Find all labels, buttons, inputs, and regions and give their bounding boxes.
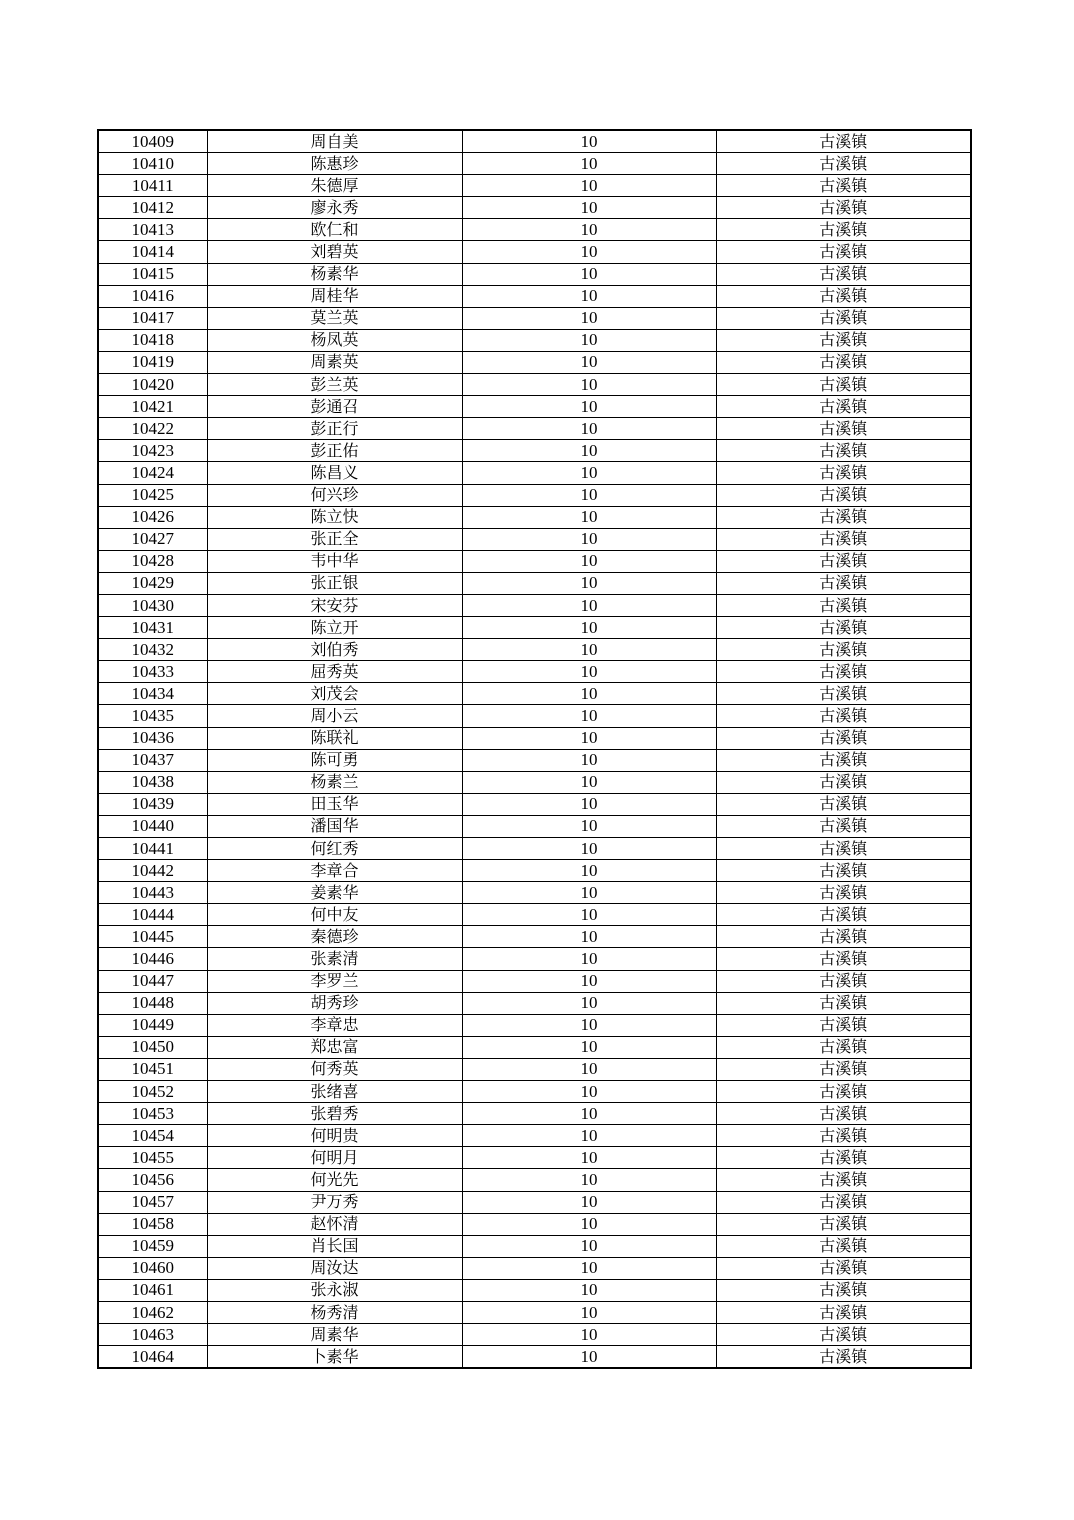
amount-cell: 10 xyxy=(462,661,716,683)
town-cell: 古溪镇 xyxy=(716,594,971,616)
id-cell: 10419 xyxy=(98,351,207,373)
name-cell: 张永淑 xyxy=(207,1279,462,1301)
amount-cell: 10 xyxy=(462,815,716,837)
table-row xyxy=(98,749,971,771)
amount-cell: 10 xyxy=(462,1103,716,1125)
table-row xyxy=(98,130,971,153)
id-cell: 10464 xyxy=(98,1346,207,1369)
id-cell: 10426 xyxy=(98,506,207,528)
roster-table-body xyxy=(98,130,971,1368)
table-row xyxy=(98,329,971,351)
table-row xyxy=(98,793,971,815)
id-cell: 10427 xyxy=(98,528,207,550)
table-row xyxy=(98,197,971,219)
amount-cell: 10 xyxy=(462,838,716,860)
amount-cell: 10 xyxy=(462,705,716,727)
amount-cell: 10 xyxy=(462,418,716,440)
id-cell: 10411 xyxy=(98,175,207,197)
table-row xyxy=(98,418,971,440)
id-cell: 10413 xyxy=(98,219,207,241)
town-cell: 古溪镇 xyxy=(716,793,971,815)
amount-cell: 10 xyxy=(462,396,716,418)
id-cell: 10420 xyxy=(98,374,207,396)
town-cell: 古溪镇 xyxy=(716,639,971,661)
amount-cell: 10 xyxy=(462,329,716,351)
table-row xyxy=(98,153,971,175)
town-cell: 古溪镇 xyxy=(716,1169,971,1191)
id-cell: 10452 xyxy=(98,1081,207,1103)
name-cell: 姜素华 xyxy=(207,882,462,904)
name-cell: 张素清 xyxy=(207,948,462,970)
id-cell: 10462 xyxy=(98,1301,207,1323)
table-row xyxy=(98,374,971,396)
name-cell: 欧仁和 xyxy=(207,219,462,241)
name-cell: 郑忠富 xyxy=(207,1036,462,1058)
town-cell: 古溪镇 xyxy=(716,285,971,307)
amount-cell: 10 xyxy=(462,1058,716,1080)
table-row xyxy=(98,1301,971,1323)
amount-cell: 10 xyxy=(462,175,716,197)
name-cell: 宋安芬 xyxy=(207,594,462,616)
table-row xyxy=(98,1081,971,1103)
name-cell: 莫兰英 xyxy=(207,307,462,329)
table-row xyxy=(98,970,971,992)
table-row xyxy=(98,550,971,572)
amount-cell: 10 xyxy=(462,860,716,882)
id-cell: 10456 xyxy=(98,1169,207,1191)
id-cell: 10431 xyxy=(98,617,207,639)
name-cell: 李章忠 xyxy=(207,1014,462,1036)
id-cell: 10445 xyxy=(98,926,207,948)
table-row xyxy=(98,1014,971,1036)
town-cell: 古溪镇 xyxy=(716,197,971,219)
town-cell: 古溪镇 xyxy=(716,484,971,506)
town-cell: 古溪镇 xyxy=(716,440,971,462)
table-row xyxy=(98,771,971,793)
amount-cell: 10 xyxy=(462,528,716,550)
id-cell: 10448 xyxy=(98,992,207,1014)
amount-cell: 10 xyxy=(462,1081,716,1103)
table-row xyxy=(98,705,971,727)
amount-cell: 10 xyxy=(462,1235,716,1257)
name-cell: 屈秀英 xyxy=(207,661,462,683)
name-cell: 何光先 xyxy=(207,1169,462,1191)
id-cell: 10442 xyxy=(98,860,207,882)
town-cell: 古溪镇 xyxy=(716,882,971,904)
name-cell: 秦德珍 xyxy=(207,926,462,948)
id-cell: 10422 xyxy=(98,418,207,440)
amount-cell: 10 xyxy=(462,904,716,926)
table-row xyxy=(98,1169,971,1191)
id-cell: 10436 xyxy=(98,727,207,749)
town-cell: 古溪镇 xyxy=(716,1125,971,1147)
name-cell: 胡秀珍 xyxy=(207,992,462,1014)
name-cell: 周素英 xyxy=(207,351,462,373)
id-cell: 10446 xyxy=(98,948,207,970)
amount-cell: 10 xyxy=(462,285,716,307)
amount-cell: 10 xyxy=(462,1169,716,1191)
name-cell: 卜素华 xyxy=(207,1346,462,1369)
name-cell: 周桂华 xyxy=(207,285,462,307)
id-cell: 10453 xyxy=(98,1103,207,1125)
table-row xyxy=(98,992,971,1014)
id-cell: 10416 xyxy=(98,285,207,307)
name-cell: 陈立快 xyxy=(207,506,462,528)
name-cell: 朱德厚 xyxy=(207,175,462,197)
id-cell: 10457 xyxy=(98,1191,207,1213)
amount-cell: 10 xyxy=(462,1147,716,1169)
name-cell: 周汝达 xyxy=(207,1257,462,1279)
table-row xyxy=(98,307,971,329)
name-cell: 何红秀 xyxy=(207,838,462,860)
amount-cell: 10 xyxy=(462,948,716,970)
id-cell: 10435 xyxy=(98,705,207,727)
town-cell: 古溪镇 xyxy=(716,970,971,992)
id-cell: 10461 xyxy=(98,1279,207,1301)
amount-cell: 10 xyxy=(462,771,716,793)
amount-cell: 10 xyxy=(462,727,716,749)
town-cell: 古溪镇 xyxy=(716,528,971,550)
amount-cell: 10 xyxy=(462,1257,716,1279)
amount-cell: 10 xyxy=(462,1324,716,1346)
amount-cell: 10 xyxy=(462,882,716,904)
amount-cell: 10 xyxy=(462,1301,716,1323)
name-cell: 何明贵 xyxy=(207,1125,462,1147)
table-row xyxy=(98,263,971,285)
id-cell: 10450 xyxy=(98,1036,207,1058)
town-cell: 古溪镇 xyxy=(716,1147,971,1169)
name-cell: 周素华 xyxy=(207,1324,462,1346)
town-cell: 古溪镇 xyxy=(716,727,971,749)
name-cell: 刘茂会 xyxy=(207,683,462,705)
name-cell: 杨秀清 xyxy=(207,1301,462,1323)
name-cell: 彭正佑 xyxy=(207,440,462,462)
amount-cell: 10 xyxy=(462,506,716,528)
name-cell: 李罗兰 xyxy=(207,970,462,992)
name-cell: 刘碧英 xyxy=(207,241,462,263)
id-cell: 10441 xyxy=(98,838,207,860)
name-cell: 杨凤英 xyxy=(207,329,462,351)
amount-cell: 10 xyxy=(462,594,716,616)
town-cell: 古溪镇 xyxy=(716,1036,971,1058)
town-cell: 古溪镇 xyxy=(716,860,971,882)
town-cell: 古溪镇 xyxy=(716,550,971,572)
amount-cell: 10 xyxy=(462,1036,716,1058)
town-cell: 古溪镇 xyxy=(716,462,971,484)
town-cell: 古溪镇 xyxy=(716,351,971,373)
id-cell: 10458 xyxy=(98,1213,207,1235)
id-cell: 10421 xyxy=(98,396,207,418)
amount-cell: 10 xyxy=(462,617,716,639)
table-row xyxy=(98,1125,971,1147)
table-row xyxy=(98,484,971,506)
table-row xyxy=(98,948,971,970)
id-cell: 10454 xyxy=(98,1125,207,1147)
table-row xyxy=(98,661,971,683)
amount-cell: 10 xyxy=(462,639,716,661)
table-row xyxy=(98,285,971,307)
name-cell: 韦中华 xyxy=(207,550,462,572)
id-cell: 10418 xyxy=(98,329,207,351)
table-row xyxy=(98,440,971,462)
id-cell: 10438 xyxy=(98,771,207,793)
town-cell: 古溪镇 xyxy=(716,263,971,285)
id-cell: 10451 xyxy=(98,1058,207,1080)
id-cell: 10432 xyxy=(98,639,207,661)
name-cell: 赵怀清 xyxy=(207,1213,462,1235)
town-cell: 古溪镇 xyxy=(716,418,971,440)
id-cell: 10425 xyxy=(98,484,207,506)
name-cell: 刘伯秀 xyxy=(207,639,462,661)
amount-cell: 10 xyxy=(462,793,716,815)
town-cell: 古溪镇 xyxy=(716,1014,971,1036)
town-cell: 古溪镇 xyxy=(716,661,971,683)
table-row xyxy=(98,1191,971,1213)
table-row xyxy=(98,175,971,197)
town-cell: 古溪镇 xyxy=(716,329,971,351)
amount-cell: 10 xyxy=(462,1014,716,1036)
table-row xyxy=(98,219,971,241)
town-cell: 古溪镇 xyxy=(716,992,971,1014)
town-cell: 古溪镇 xyxy=(716,1346,971,1369)
id-cell: 10440 xyxy=(98,815,207,837)
amount-cell: 10 xyxy=(462,241,716,263)
table-row xyxy=(98,617,971,639)
table-row xyxy=(98,882,971,904)
id-cell: 10430 xyxy=(98,594,207,616)
table-row xyxy=(98,1235,971,1257)
town-cell: 古溪镇 xyxy=(716,683,971,705)
town-cell: 古溪镇 xyxy=(716,1301,971,1323)
table-row xyxy=(98,683,971,705)
amount-cell: 10 xyxy=(462,926,716,948)
town-cell: 古溪镇 xyxy=(716,815,971,837)
table-row xyxy=(98,528,971,550)
roster-table xyxy=(97,129,972,1369)
name-cell: 陈昌义 xyxy=(207,462,462,484)
table-row xyxy=(98,1346,971,1369)
town-cell: 古溪镇 xyxy=(716,572,971,594)
id-cell: 10423 xyxy=(98,440,207,462)
table-row xyxy=(98,904,971,926)
id-cell: 10414 xyxy=(98,241,207,263)
town-cell: 古溪镇 xyxy=(716,1191,971,1213)
town-cell: 古溪镇 xyxy=(716,771,971,793)
name-cell: 周小云 xyxy=(207,705,462,727)
table-row xyxy=(98,926,971,948)
town-cell: 古溪镇 xyxy=(716,617,971,639)
id-cell: 10460 xyxy=(98,1257,207,1279)
table-row xyxy=(98,506,971,528)
amount-cell: 10 xyxy=(462,992,716,1014)
name-cell: 陈惠珍 xyxy=(207,153,462,175)
id-cell: 10437 xyxy=(98,749,207,771)
name-cell: 彭正行 xyxy=(207,418,462,440)
amount-cell: 10 xyxy=(462,197,716,219)
id-cell: 10444 xyxy=(98,904,207,926)
name-cell: 张碧秀 xyxy=(207,1103,462,1125)
table-row xyxy=(98,1324,971,1346)
table-row xyxy=(98,838,971,860)
town-cell: 古溪镇 xyxy=(716,175,971,197)
town-cell: 古溪镇 xyxy=(716,219,971,241)
id-cell: 10424 xyxy=(98,462,207,484)
town-cell: 古溪镇 xyxy=(716,904,971,926)
table-row xyxy=(98,727,971,749)
amount-cell: 10 xyxy=(462,440,716,462)
name-cell: 潘国华 xyxy=(207,815,462,837)
town-cell: 古溪镇 xyxy=(716,1103,971,1125)
name-cell: 张正全 xyxy=(207,528,462,550)
name-cell: 周自美 xyxy=(207,130,462,153)
amount-cell: 10 xyxy=(462,153,716,175)
name-cell: 彭通召 xyxy=(207,396,462,418)
id-cell: 10415 xyxy=(98,263,207,285)
id-cell: 10429 xyxy=(98,572,207,594)
id-cell: 10409 xyxy=(98,130,207,153)
id-cell: 10443 xyxy=(98,882,207,904)
table-row xyxy=(98,815,971,837)
town-cell: 古溪镇 xyxy=(716,396,971,418)
table-row xyxy=(98,396,971,418)
name-cell: 何中友 xyxy=(207,904,462,926)
table-row xyxy=(98,1036,971,1058)
id-cell: 10433 xyxy=(98,661,207,683)
name-cell: 陈可勇 xyxy=(207,749,462,771)
town-cell: 古溪镇 xyxy=(716,838,971,860)
id-cell: 10439 xyxy=(98,793,207,815)
amount-cell: 10 xyxy=(462,130,716,153)
table-row xyxy=(98,594,971,616)
amount-cell: 10 xyxy=(462,374,716,396)
name-cell: 何兴珍 xyxy=(207,484,462,506)
town-cell: 古溪镇 xyxy=(716,749,971,771)
town-cell: 古溪镇 xyxy=(716,1324,971,1346)
amount-cell: 10 xyxy=(462,351,716,373)
name-cell: 何秀英 xyxy=(207,1058,462,1080)
town-cell: 古溪镇 xyxy=(716,153,971,175)
name-cell: 陈联礼 xyxy=(207,727,462,749)
name-cell: 彭兰英 xyxy=(207,374,462,396)
table-row xyxy=(98,1147,971,1169)
table-row xyxy=(98,860,971,882)
name-cell: 张绪喜 xyxy=(207,1081,462,1103)
table-row xyxy=(98,1213,971,1235)
name-cell: 杨素华 xyxy=(207,263,462,285)
amount-cell: 10 xyxy=(462,462,716,484)
id-cell: 10428 xyxy=(98,550,207,572)
id-cell: 10463 xyxy=(98,1324,207,1346)
id-cell: 10447 xyxy=(98,970,207,992)
id-cell: 10434 xyxy=(98,683,207,705)
amount-cell: 10 xyxy=(462,263,716,285)
town-cell: 古溪镇 xyxy=(716,1213,971,1235)
name-cell: 田玉华 xyxy=(207,793,462,815)
name-cell: 尹万秀 xyxy=(207,1191,462,1213)
amount-cell: 10 xyxy=(462,1279,716,1301)
table-row xyxy=(98,351,971,373)
table-row xyxy=(98,1058,971,1080)
town-cell: 古溪镇 xyxy=(716,506,971,528)
table-row xyxy=(98,1103,971,1125)
town-cell: 古溪镇 xyxy=(716,1257,971,1279)
table-row xyxy=(98,1279,971,1301)
amount-cell: 10 xyxy=(462,749,716,771)
town-cell: 古溪镇 xyxy=(716,130,971,153)
amount-cell: 10 xyxy=(462,550,716,572)
table-row xyxy=(98,639,971,661)
name-cell: 何明月 xyxy=(207,1147,462,1169)
town-cell: 古溪镇 xyxy=(716,241,971,263)
amount-cell: 10 xyxy=(462,683,716,705)
table-row xyxy=(98,1257,971,1279)
town-cell: 古溪镇 xyxy=(716,374,971,396)
table-row xyxy=(98,462,971,484)
table-row xyxy=(98,241,971,263)
amount-cell: 10 xyxy=(462,219,716,241)
amount-cell: 10 xyxy=(462,484,716,506)
town-cell: 古溪镇 xyxy=(716,705,971,727)
id-cell: 10449 xyxy=(98,1014,207,1036)
name-cell: 杨素兰 xyxy=(207,771,462,793)
name-cell: 廖永秀 xyxy=(207,197,462,219)
amount-cell: 10 xyxy=(462,1191,716,1213)
amount-cell: 10 xyxy=(462,1213,716,1235)
id-cell: 10410 xyxy=(98,153,207,175)
amount-cell: 10 xyxy=(462,1125,716,1147)
id-cell: 10412 xyxy=(98,197,207,219)
id-cell: 10459 xyxy=(98,1235,207,1257)
name-cell: 陈立开 xyxy=(207,617,462,639)
town-cell: 古溪镇 xyxy=(716,948,971,970)
name-cell: 李章合 xyxy=(207,860,462,882)
table-row xyxy=(98,572,971,594)
id-cell: 10455 xyxy=(98,1147,207,1169)
amount-cell: 10 xyxy=(462,970,716,992)
amount-cell: 10 xyxy=(462,1346,716,1369)
name-cell: 张正银 xyxy=(207,572,462,594)
town-cell: 古溪镇 xyxy=(716,1081,971,1103)
town-cell: 古溪镇 xyxy=(716,1279,971,1301)
name-cell: 肖长国 xyxy=(207,1235,462,1257)
amount-cell: 10 xyxy=(462,307,716,329)
town-cell: 古溪镇 xyxy=(716,1058,971,1080)
id-cell: 10417 xyxy=(98,307,207,329)
town-cell: 古溪镇 xyxy=(716,307,971,329)
amount-cell: 10 xyxy=(462,572,716,594)
town-cell: 古溪镇 xyxy=(716,926,971,948)
town-cell: 古溪镇 xyxy=(716,1235,971,1257)
